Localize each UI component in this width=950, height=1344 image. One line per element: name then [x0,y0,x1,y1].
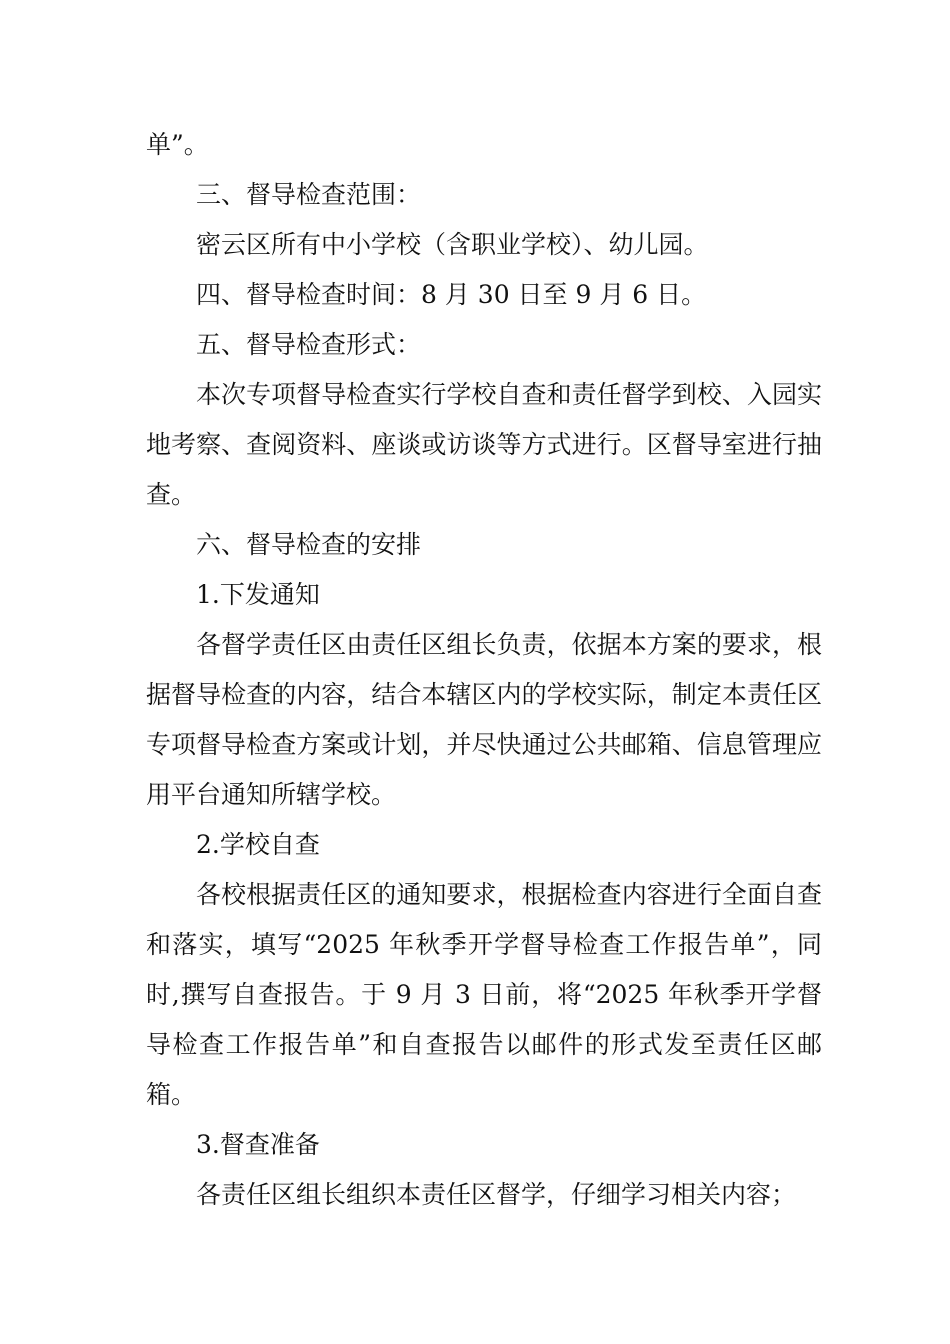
section-heading-scope: 三、督导检查范围： [196,180,422,209]
paragraph-self-check: 各校根据责任区的通知要求，根据检查内容进行全面自查和落实，填写“2025 年秋季开学督导检查工作报告单”，同时,撰写自查报告。于 9 月 3 日前，将“2025 年秋季开学督导检查工作报告单”和自查报告以邮件的形式发至责任区邮箱。 [146,880,822,1109]
paragraph-notice: 各督学责任区由责任区组长负责，依据本方案的要求，根据督导检查的内容，结合本辖区内的学校实际，制定本责任区专项督导检查方案或计划，并尽快通过公共邮箱、信息管理应用平台通知所辖学校。 [146,630,822,809]
subheading-self-check: 2.学校自查 [196,830,320,859]
subheading-notice: 1.下发通知 [196,580,320,609]
section-heading-arrangement: 六、督导检查的安排 [196,530,422,559]
paragraph-form: 本次专项督导检查实行学校自查和责任督学到校、入园实地考察、查阅资料、座谈或访谈等方式进行。区督导室进行抽查。 [146,380,822,509]
section-heading-form: 五、督导检查形式： [196,330,422,359]
subheading-preparation: 3.督查准备 [196,1130,320,1159]
document-body [146,120,822,1220]
paragraph-scope: 密云区所有中小学校（含职业学校）、幼儿园。 [196,230,709,259]
section-heading-time: 四、督导检查时间：8 月 30 日至 9 月 6 日。 [196,280,707,309]
paragraph-preparation: 各责任区组长组织本责任区督学，仔细学习相关内容； [196,1180,797,1209]
paragraph-continuation: 单”。 [146,130,209,159]
